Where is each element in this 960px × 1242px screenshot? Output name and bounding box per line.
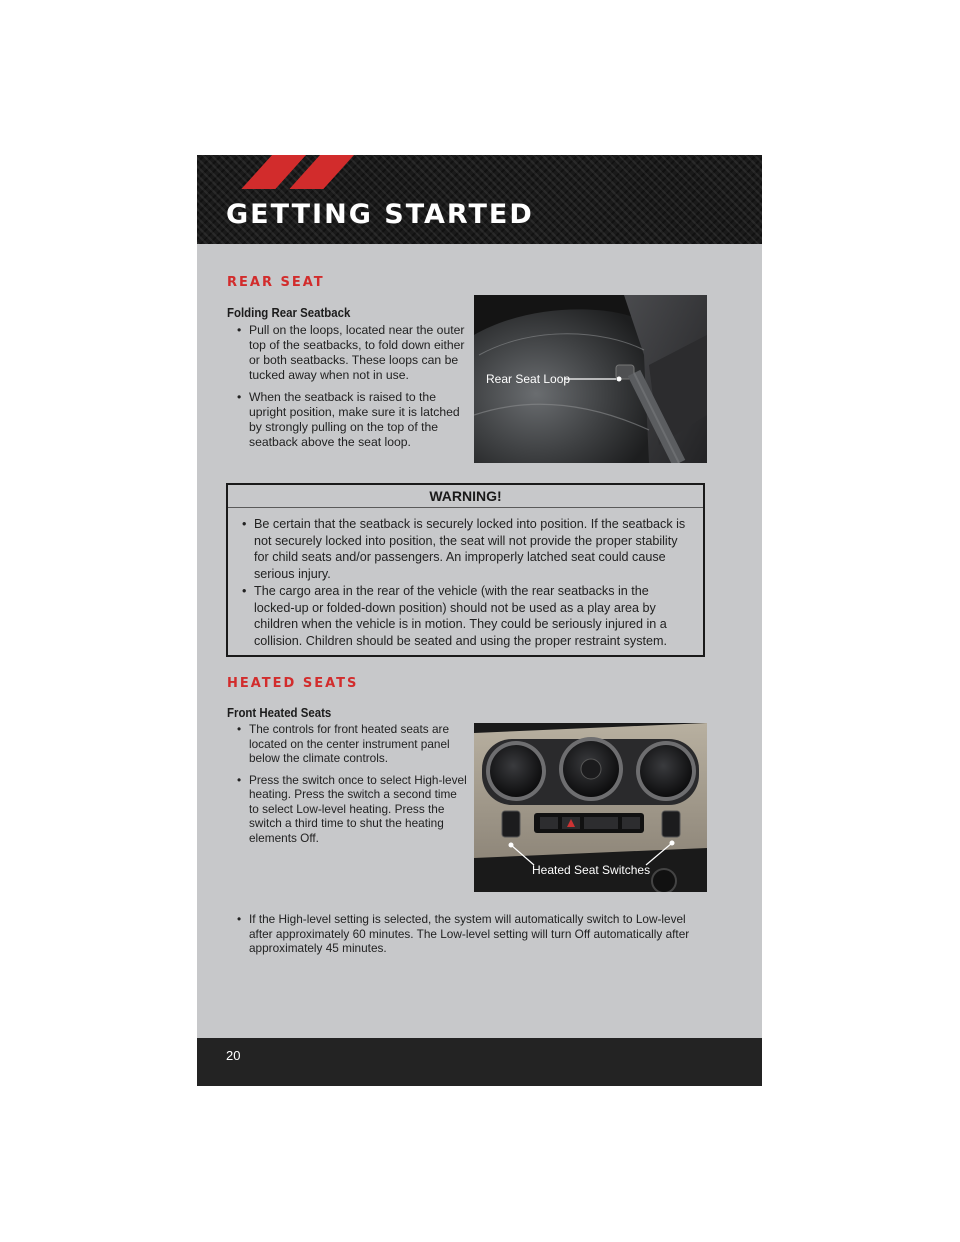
heated-seats-bullet-2: • Press the switch once to select High-level heating. Press the switch a second time to select Low-level heating. Press the switch a third time to shut the heating elements Off. (235, 773, 467, 846)
warning-title: WARNING! (429, 488, 502, 504)
warning-bullet-2: • The cargo area in the rear of the vehicle (with the rear seatbacks in the locked-up or folded-down position) should not be used as a play area by children when the vehicle is in motion. They could be seriously injured in a collision. Children should be seated and using the proper restraint system. (240, 583, 692, 649)
manual-page (197, 155, 762, 1086)
warning-bullets (240, 516, 692, 656)
page-footer (197, 1038, 762, 1086)
rear-seat-title: REAR SEAT (227, 275, 325, 290)
rear-seat-loop-photo (474, 295, 707, 463)
heated-seats-title: HEATED SEATS (227, 676, 359, 691)
heated-seats-subtitle: Front Heated Seats (227, 705, 332, 720)
page-number: 20 (226, 1048, 241, 1063)
section-header (197, 155, 762, 244)
heated-seats-bullets (235, 722, 467, 852)
rear-seat-loop-label: Rear Seat Loop (486, 372, 571, 386)
heated-seats-bullet-1: • The controls for front heated seats are located on the center instrument panel below the climate controls. (235, 722, 467, 766)
heated-seat-switches-label: Heated Seat Switches (532, 863, 651, 877)
heated-seats-bottom-bullets (235, 912, 695, 963)
rear-seat-subtitle: Folding Rear Seatback (227, 305, 351, 320)
rear-seat-bullet-1: • Pull on the loops, located near the outer top of the seatbacks, to fold down either or both seatbacks. These loops can be tucked away when not in use. (235, 323, 467, 383)
header-title: GETTING STARTED (226, 199, 534, 230)
heated-seats-bottom-bullet: • If the High-level setting is selected, the system will automatically switch to Low-level after approximately 60 minutes. The Low-level setting will turn Off automatically after approximately 45 minutes. (235, 912, 695, 956)
warning-bullet-1: • Be certain that the seatback is securely locked into position. If the seatback is not securely locked into position, the seat will not provide the proper stability for child seats and/or passengers. An improperly latched seat could cause serious injury. (240, 516, 692, 582)
warning-box (226, 483, 705, 657)
heated-seat-switches-photo (474, 723, 707, 892)
rear-seat-bullet-2: • When the seatback is raised to the upright position, make sure it is latched by strongly pulling on the top of the seatback above the seat loop. (235, 390, 467, 450)
warning-header (228, 485, 703, 508)
rear-seat-bullets (235, 323, 467, 457)
